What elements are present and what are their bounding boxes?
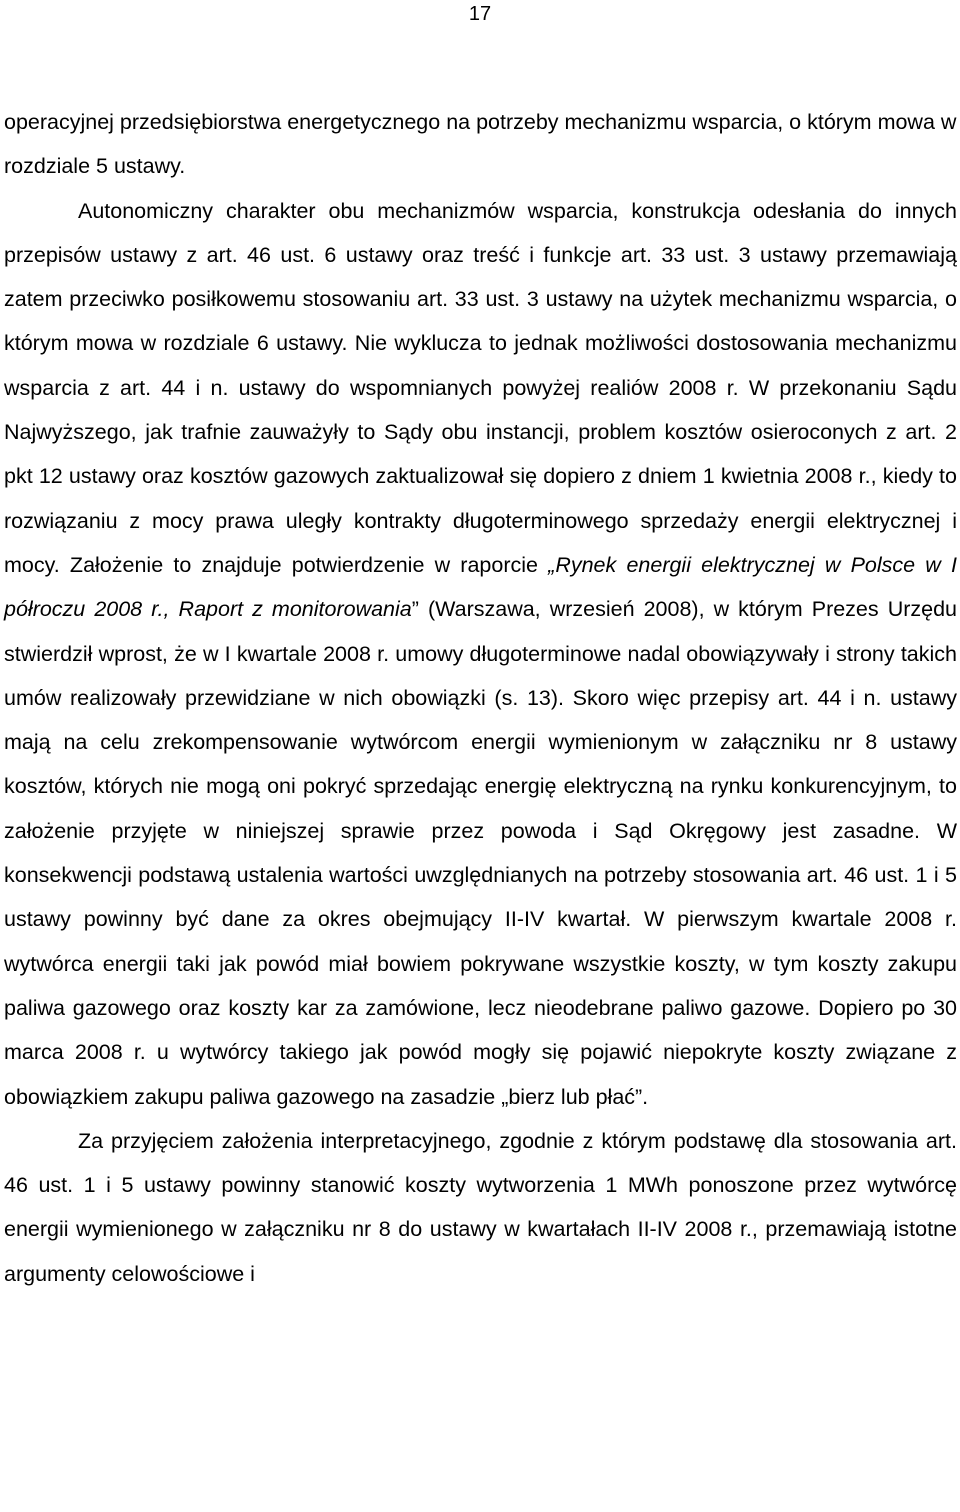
document-body <box>4 100 957 1296</box>
paragraph-1: operacyjnej przedsiębiorstwa energetycznego na potrzeby mechanizmu wsparcia, o którym mowa w rozdziale 5 ustawy. <box>4 110 957 179</box>
paragraph-2-text-continued: ” (Warszawa, wrzesień 2008), w którym Prezes Urzędu stwierdził wprost, że w I kwartale 2008 r. umowy długoterminowe nadal obowiązywały i strony takich umów realizowały przewidziane w nich obowiązki (s. 13). Skoro więc przepisy art. 44 i n. ustawy mają na celu zrekompensowanie wytwórcom energii wymienionym w załączniku nr 8 ustawy kosztów, których nie mogą oni pokryć sprzedając energię elektryczną na rynku konkurencyjnym, to założenie przyjęte w niniejszej sprawie przez powoda i Sąd Okręgowy jest zasadne. W konsekwencji podstawą ustalenia wartości uwzględnianych na potrzeby stosowania art. 46 ust. 1 i 5 ustawy powinny być dane za okres obejmujący II-IV kwartał. W pierwszym kwartale 2008 r. wytwórca energii taki jak powód miał bowiem pokrywane wszystkie koszty, w tym koszty zakupu paliwa gazowego oraz koszty kar za zamówione, lecz nieodebrane paliwo gazowe. Dopiero po 30 marca 2008 r. u wytwórcy takiego jak powód mogły się pojawić niepokryte koszty związane z obowiązkiem zakupu paliwa gazowego na zasadzie „bierz lub płać”. <box>4 597 957 1109</box>
paragraph-2 <box>4 189 957 1119</box>
paragraph-2-italic-title: „Rynek energii elektrycznej w Polsce w I półroczu 2008 r., Raport z monitorowania <box>4 552 957 622</box>
paragraph-2-text: Autonomiczny charakter obu mechanizmów wsparcia, konstrukcja odesłania do innych przepisów ustawy z art. 46 ust. 6 ustawy oraz treść i funkcje art. 33 ust. 3 ustawy przemawiają zatem przeciwko posiłkowemu stosowaniu art. 33 ust. 3 ustawy na użytek mechanizmu wsparcia, o którym mowa w rozdziale 6 ustawy. Nie wyklucza to jednak możliwości dostosowania mechanizmu wsparcia z art. 44 i n. ustawy do wspomnianych powyżej realiów 2008 r. W przekonaniu Sądu Najwyższego, jak trafnie zauważyły to Sądy obu instancji, problem kosztów osieroconych z art. 2 pkt 12 ustawy oraz kosztów gazowych zaktualizował się dopiero z dniem 1 kwietnia 2008 r., kiedy to rozwiązaniu z mocy prawa uległy kontrakty długoterminowego sprzedaży energii elektrycznej i mocy. Założenie to znajduje potwierdzenie w raporcie <box>4 198 957 577</box>
page-number: 17 <box>468 3 492 25</box>
paragraph-3: Za przyjęciem założenia interpretacyjnego, zgodnie z którym podstawę dla stosowania art. 46 ust. 1 i 5 ustawy powinny stanowić koszty wytworzenia 1 MWh ponoszone przez wytwórcę energii wymienionego w załączniku nr 8 do ustawy w kwartałach II-IV 2008 r., przemawiają istotne argumenty celowościowe i <box>4 1128 957 1286</box>
